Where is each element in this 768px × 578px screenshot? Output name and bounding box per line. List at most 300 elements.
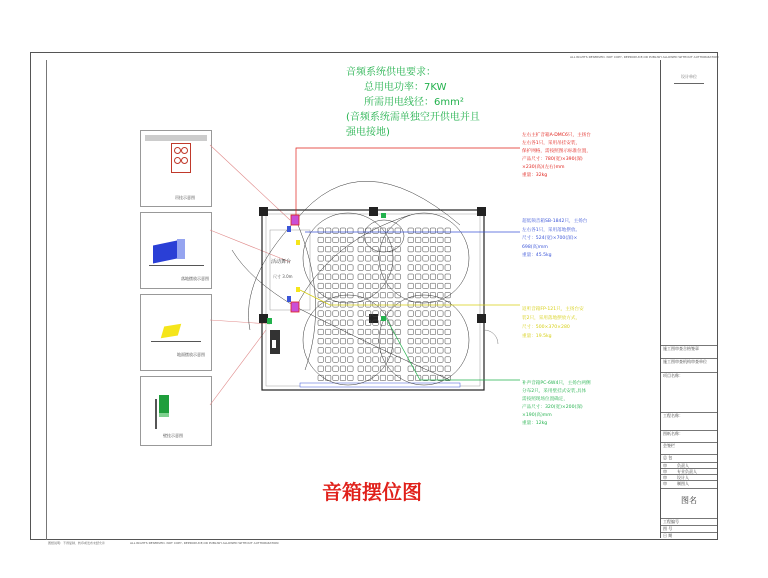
seat	[333, 338, 339, 344]
callout-subwoofer	[522, 218, 587, 261]
drawing-title: 音箱摆位图	[322, 480, 422, 504]
room-wall	[262, 210, 484, 390]
seat	[408, 228, 414, 234]
callout-line: 返听音箱FP-121只，主扬台安	[522, 307, 584, 312]
seat	[423, 302, 429, 308]
seat	[348, 375, 354, 381]
seat	[445, 246, 451, 252]
seat	[340, 320, 346, 326]
detail-label: 地面摆放示意图	[177, 352, 205, 357]
power-note-line: 总用电功率：7KW	[364, 82, 447, 93]
seat	[408, 246, 414, 252]
power-note-line: 所需用电线径：6mm²	[364, 97, 464, 108]
seat	[430, 246, 436, 252]
seat	[423, 256, 429, 262]
seat	[408, 375, 414, 381]
seat	[430, 228, 436, 234]
seat	[365, 274, 371, 280]
tb-row: 总 包	[661, 454, 717, 462]
seat	[445, 348, 451, 354]
seat	[325, 320, 331, 326]
seat	[325, 348, 331, 354]
seat	[333, 329, 339, 335]
tb-bottom-row: 日 期	[661, 532, 717, 539]
seat	[373, 256, 379, 262]
seat	[325, 246, 331, 252]
seat	[348, 302, 354, 308]
seat	[423, 237, 429, 243]
detail-label: 落地摆放示意图	[181, 276, 209, 281]
seat	[325, 283, 331, 289]
seat	[365, 338, 371, 344]
stage-sublabel: 尺寸 3.0m	[273, 274, 293, 279]
seat	[333, 348, 339, 354]
seat	[373, 237, 379, 243]
seat	[325, 357, 331, 363]
seat	[373, 338, 379, 344]
seat	[348, 256, 354, 262]
seat	[365, 256, 371, 262]
seat	[358, 311, 364, 317]
tb-sign-a: 审	[661, 474, 675, 481]
seat	[438, 366, 444, 372]
fill-speaker	[381, 316, 386, 321]
seat	[380, 228, 386, 234]
seat	[365, 357, 371, 363]
stage-label: 活动舞台	[271, 259, 292, 265]
seat	[318, 357, 324, 363]
seat	[358, 246, 364, 252]
callout-monitor	[522, 305, 584, 341]
seat	[408, 320, 414, 326]
seat	[333, 265, 339, 271]
seat	[388, 256, 394, 262]
seat	[445, 228, 451, 234]
tb-row: 会签栏	[661, 442, 717, 454]
seat	[373, 329, 379, 335]
seat	[340, 348, 346, 354]
seat	[415, 246, 421, 252]
seat	[318, 320, 324, 326]
seat	[415, 228, 421, 234]
seat	[430, 274, 436, 280]
subwoofer-right	[287, 296, 291, 302]
seat	[395, 366, 401, 372]
leader-line	[210, 230, 290, 262]
column	[259, 314, 268, 323]
callout-line: 左右主扩音箱A-DMC6只，主扬台	[522, 133, 591, 138]
seat	[430, 348, 436, 354]
column	[477, 314, 486, 323]
seat	[380, 302, 386, 308]
seat	[358, 357, 364, 363]
seat	[408, 329, 414, 335]
seat	[340, 375, 346, 381]
seat	[415, 274, 421, 280]
leader-line	[210, 145, 290, 220]
seat	[388, 311, 394, 317]
seat	[395, 228, 401, 234]
seat	[325, 237, 331, 243]
seat	[318, 311, 324, 317]
bottom-copyright: ALL RIGHTS RESERVED. NOT COPY, REPRODUCE,OR PUBLISH ALLOWED WITHOUT AUTHORIZATION	[130, 541, 279, 545]
seat	[430, 237, 436, 243]
seat	[388, 366, 394, 372]
company-logo	[669, 68, 709, 94]
seat	[348, 357, 354, 363]
seat	[423, 357, 429, 363]
seat	[333, 228, 339, 234]
tb-sign-b: 制图人	[675, 480, 717, 487]
seat	[325, 338, 331, 344]
seat	[333, 302, 339, 308]
main-speaker-right	[291, 302, 299, 312]
seat	[333, 256, 339, 262]
seat	[408, 302, 414, 308]
seat	[430, 357, 436, 363]
seat	[333, 320, 339, 326]
seat	[430, 320, 436, 326]
bottom-note-left: 图纸说明：不得复制、转印或发布未经允许	[48, 541, 106, 545]
seat	[430, 329, 436, 335]
seat	[340, 265, 346, 271]
tb-bottom-row: 图 号	[661, 525, 717, 532]
callout-fill-speaker	[522, 380, 591, 428]
seat	[380, 329, 386, 335]
seat	[325, 292, 331, 298]
tb-row: 施工图审查合格签章	[661, 345, 717, 352]
seat	[348, 228, 354, 234]
tb-sign-a: 审	[661, 468, 675, 475]
monitor-speaker	[296, 240, 300, 245]
seat	[438, 237, 444, 243]
seat	[340, 357, 346, 363]
seat	[438, 320, 444, 326]
seat	[388, 375, 394, 381]
subwoofer-left	[287, 226, 291, 232]
seat	[318, 228, 324, 234]
seat	[430, 265, 436, 271]
tb-row: 项目名称：	[661, 372, 717, 412]
seat	[365, 348, 371, 354]
seat	[423, 320, 429, 326]
seat	[445, 283, 451, 289]
detail-label: 壁挂示意图	[163, 433, 183, 438]
title-block	[660, 60, 716, 538]
seat	[445, 338, 451, 344]
seat	[438, 246, 444, 252]
seat	[395, 348, 401, 354]
seat	[395, 237, 401, 243]
seat	[348, 329, 354, 335]
seat	[395, 311, 401, 317]
callout-line: 尺寸：524(宽)×700(深)×	[522, 236, 578, 241]
seat	[445, 274, 451, 280]
seat	[408, 311, 414, 317]
seat	[423, 311, 429, 317]
callout-line: 保护网格，需按照图示标准位置，	[522, 149, 591, 154]
door-swing	[484, 330, 498, 344]
seat	[333, 375, 339, 381]
lectern-panel	[272, 340, 276, 348]
callout-leader-red	[296, 148, 520, 215]
seat	[445, 256, 451, 262]
column	[477, 207, 486, 216]
seat	[333, 311, 339, 317]
seat	[348, 246, 354, 252]
callout-line: 左右各1只，采用吊挂安装，	[522, 141, 581, 146]
seat	[445, 329, 451, 335]
tb-sign-b: 设计人	[675, 474, 717, 481]
seat	[325, 375, 331, 381]
seat	[408, 256, 414, 262]
seat	[348, 274, 354, 280]
seat	[325, 366, 331, 372]
callout-line: 装2只，采用落地摆放方式，	[522, 316, 581, 321]
detail-label: 吊挂示意图	[175, 195, 195, 200]
seat	[348, 237, 354, 243]
column	[259, 207, 268, 216]
seat	[340, 366, 346, 372]
callout-line: 需按照现场位置确定，	[522, 397, 568, 402]
seat	[358, 265, 364, 271]
seat	[423, 329, 429, 335]
seat	[348, 265, 354, 271]
seat	[340, 311, 346, 317]
seat	[340, 237, 346, 243]
seat	[423, 348, 429, 354]
seat	[318, 329, 324, 335]
seat	[333, 274, 339, 280]
seat	[380, 256, 386, 262]
callout-line: 产品尺寸：780(宽)×390(深)	[522, 157, 583, 162]
seat	[365, 283, 371, 289]
seat	[445, 357, 451, 363]
tb-sign-a: 审	[661, 462, 675, 469]
seat	[438, 348, 444, 354]
seat	[445, 237, 451, 243]
callout-line: 重量：12kg	[522, 421, 548, 426]
seat	[380, 338, 386, 344]
fill-speaker	[267, 318, 272, 324]
seat	[423, 228, 429, 234]
seat	[373, 265, 379, 271]
tb-sign-a: 审	[661, 480, 675, 487]
seat	[318, 283, 324, 289]
seat	[423, 338, 429, 344]
seat	[340, 228, 346, 234]
seat	[438, 311, 444, 317]
tb-row: 图纸名称：	[661, 430, 717, 442]
seat	[325, 329, 331, 335]
seat	[415, 357, 421, 363]
seat	[358, 302, 364, 308]
seat	[333, 366, 339, 372]
callout-line: ×230(高)(左右)mm	[522, 165, 565, 170]
callout-line: 左右各1只，采用落地摆放。	[522, 227, 581, 233]
callout-line: 重量：45.5kg	[522, 253, 552, 258]
seat	[423, 283, 429, 289]
power-note-line: 音频系统供电要求：	[346, 67, 436, 78]
power-note-line: 强电接地)	[346, 127, 390, 138]
seat	[380, 348, 386, 354]
seat	[415, 237, 421, 243]
seat	[348, 366, 354, 372]
seat	[408, 338, 414, 344]
seat	[318, 366, 324, 372]
seat	[325, 265, 331, 271]
seat	[318, 256, 324, 262]
seat	[415, 283, 421, 289]
seat	[365, 237, 371, 243]
seat	[445, 311, 451, 317]
column	[369, 207, 378, 216]
seat	[340, 274, 346, 280]
seat	[373, 274, 379, 280]
callout-line: 重量：32kg	[522, 173, 548, 178]
callout-line: 分布2只，采用壁挂式安装,具体	[522, 389, 587, 394]
main-speaker-left	[291, 215, 299, 225]
seat	[333, 357, 339, 363]
seat	[438, 283, 444, 289]
seat	[318, 274, 324, 280]
top-copyright: ALL RIGHTS RESERVED. NOT COPY, REPRODUCE,OR PUBLISH ALLOWED WITHOUT AUTHORIZATION	[570, 55, 719, 59]
seat	[430, 256, 436, 262]
seat	[318, 348, 324, 354]
seat	[423, 265, 429, 271]
seat	[415, 348, 421, 354]
seat	[348, 338, 354, 344]
seat	[408, 265, 414, 271]
seat	[373, 366, 379, 372]
seat	[438, 228, 444, 234]
seat	[430, 283, 436, 289]
seat	[438, 329, 444, 335]
tb-sign-b: 负责人	[675, 462, 717, 469]
callout-line: ×190(高)mm	[522, 413, 552, 418]
seat	[358, 348, 364, 354]
seat	[325, 228, 331, 234]
seat	[438, 357, 444, 363]
seat	[333, 246, 339, 252]
seat	[430, 311, 436, 317]
seat	[395, 320, 401, 326]
seat	[395, 265, 401, 271]
seat	[395, 283, 401, 289]
callout-line: 产品尺寸：320(宽)×200(深)	[522, 405, 583, 410]
seat	[358, 274, 364, 280]
seat	[348, 320, 354, 326]
seat	[318, 338, 324, 344]
seat	[358, 375, 364, 381]
seat	[438, 338, 444, 344]
seat	[408, 237, 414, 243]
seat	[430, 366, 436, 372]
seat	[415, 311, 421, 317]
seat	[358, 329, 364, 335]
tb-row: 施工图审查机构审查单位	[661, 358, 717, 365]
seat	[373, 357, 379, 363]
seat	[423, 274, 429, 280]
callout-line: 超低频音箱SB-1842只，主扬台	[522, 219, 588, 224]
seat	[380, 246, 386, 252]
monitor-speaker	[296, 287, 300, 292]
seating-area	[318, 228, 451, 381]
seat	[388, 302, 394, 308]
seat	[340, 329, 346, 335]
seat	[408, 274, 414, 280]
callout-line: 698(高)mm	[522, 244, 548, 250]
seat	[348, 311, 354, 317]
callout-line: 尺寸：500×370×280	[522, 325, 570, 330]
seat	[438, 256, 444, 262]
seat	[445, 366, 451, 372]
power-note-line: (音频系统需单独空开供电并且	[346, 112, 480, 123]
seat	[333, 292, 339, 298]
seat	[388, 274, 394, 280]
leader-line	[210, 330, 266, 405]
seat	[415, 338, 421, 344]
fill-speaker	[381, 213, 386, 218]
seat	[373, 283, 379, 289]
seat	[373, 348, 379, 354]
seat	[395, 256, 401, 262]
seat	[423, 246, 429, 252]
seat	[415, 256, 421, 262]
seat	[415, 329, 421, 335]
callout-leader-green	[386, 318, 520, 380]
seat	[408, 348, 414, 354]
seat	[325, 311, 331, 317]
seat	[408, 283, 414, 289]
seat	[438, 265, 444, 271]
seat	[358, 256, 364, 262]
seat	[365, 265, 371, 271]
seat	[340, 338, 346, 344]
seat	[423, 366, 429, 372]
seat	[415, 320, 421, 326]
seat	[415, 265, 421, 271]
tb-bottom-row: 工程编号	[661, 518, 717, 525]
seat	[358, 228, 364, 234]
seat	[318, 265, 324, 271]
seat	[388, 292, 394, 298]
drawing-name-label: 图名	[681, 496, 697, 505]
seat	[340, 283, 346, 289]
seat	[430, 338, 436, 344]
seat	[348, 348, 354, 354]
seat	[380, 265, 386, 271]
seat	[365, 375, 371, 381]
callout-main-speaker	[522, 132, 591, 180]
seat	[358, 366, 364, 372]
seat	[380, 292, 386, 298]
seat	[445, 302, 451, 308]
seat	[438, 274, 444, 280]
seat	[333, 237, 339, 243]
seat	[365, 302, 371, 308]
seat	[438, 302, 444, 308]
seat	[445, 320, 451, 326]
tb-sign-b: 专业负责人	[675, 468, 717, 475]
tb-row: 工程名称：	[661, 412, 717, 430]
seat	[380, 375, 386, 381]
seat	[348, 283, 354, 289]
seat	[430, 292, 436, 298]
seat	[365, 329, 371, 335]
callout-line: 重量：19.5kg	[522, 334, 552, 339]
seat	[395, 274, 401, 280]
